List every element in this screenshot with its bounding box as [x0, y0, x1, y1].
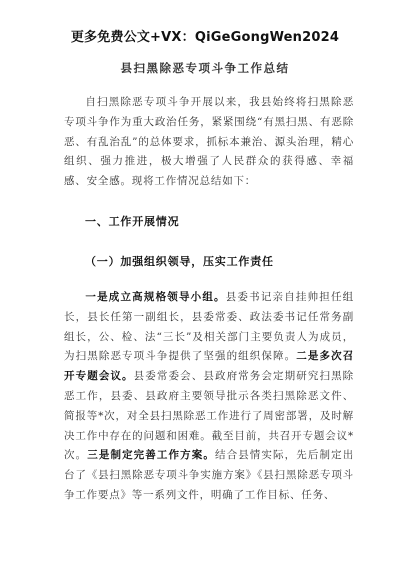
body-paragraph-1 — [64, 288, 354, 506]
point-1-text: 县委书记亲自挂帅担任组长，县长任第一副组长，县委常委、政法委书记任常务副组长，公、检、法“三长”及相关部门主要负责人为成员，为扫黑除恶专项斗争提供了坚强的组织保障。 — [64, 291, 354, 363]
intro-paragraph — [64, 93, 354, 192]
point-3-text: 结合县情实际，先后制定出台了《县扫黑除恶专项斗争实施方案》《县扫黑除恶专项斗争工作要点》等一系列文件，明确了工作目标、任务、 — [64, 449, 354, 501]
subsection-heading-1: （一）加强组织领导，压实工作责任 — [85, 255, 274, 268]
point-3-lead: 三是制定完善工作方案。 — [87, 449, 215, 462]
point-2-lead: 二是多次召开专题会议。 — [64, 350, 354, 383]
intro-text: 自扫黑除恶专项斗争开展以来，我县始终将扫黑除恶专项斗争作为重大政治任务，紧紧围绕“有黑扫黑、有恶除恶、有乱治乱”的总体要求，抓标本兼治、源头治理，精心组织、强力推进，极大增强了人民群众的获得感、幸福感、安全感。现将工作情况总结如下： — [64, 96, 354, 188]
point-1-lead: 一是成立高规格领导小组。 — [85, 291, 226, 303]
section-heading-1: 一、工作开展情况 — [85, 215, 180, 228]
point-2-text: 县委常委会、县政府常务会定期研究扫黑除恶工作，县委、县政府主要领导批示各类扫黑除恶文件、简报等*次，对全县扫黑除恶工作进行了周密部署，及时解决工作中存在的问题和困难。截至目前，共召开专题会议*次。 — [64, 370, 354, 462]
document-title: 县扫黑除恶专项斗争工作总结 — [120, 61, 290, 75]
promo-header: 更多免费公文+VX：QiGeGongWen2024 — [70, 30, 340, 45]
